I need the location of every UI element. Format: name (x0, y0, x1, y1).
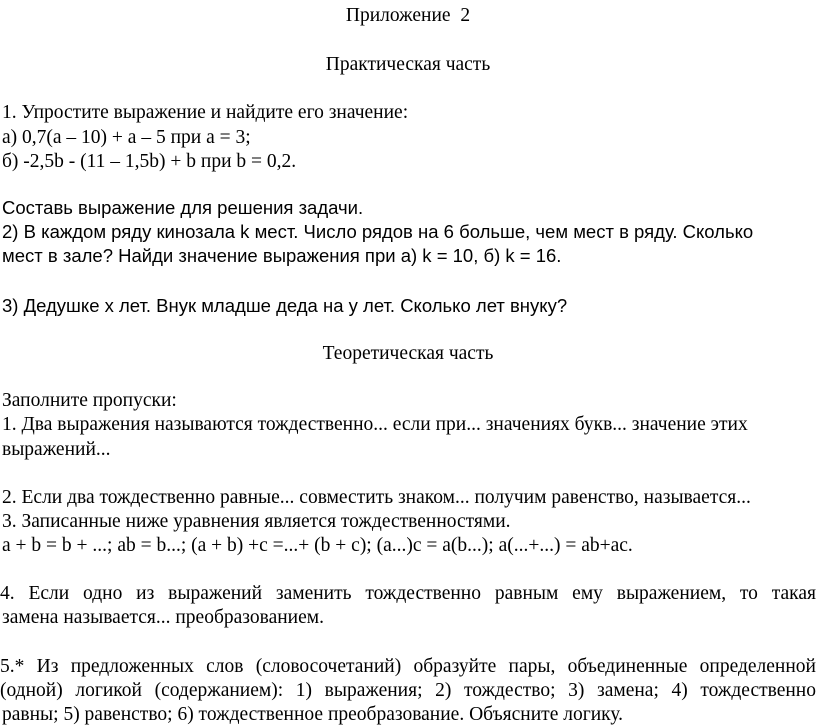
task1-prompt: 1. Упростите выражение и найдите его значение: (2, 102, 409, 123)
theory-item3: 3. Записанные ниже уравнения является тождественностями. (2, 511, 511, 532)
task3: 3) Дедушке х лет. Внук младше деда на у лет. Сколько лет внуку? (2, 295, 568, 316)
fill-prompt: Заполните пропуски: (2, 390, 177, 411)
theory-section-title: Теоретическая часть (322, 343, 494, 364)
theory-item4-line2: замена называется... преобразованием. (2, 607, 324, 628)
task1-a: а) 0,7(а – 10) + а – 5 при а = 3; (2, 127, 251, 148)
task2-line1: 2) В каждом ряду кинозала k мест. Число рядов на 6 больше, чем мест в ряду. Сколько (2, 221, 754, 242)
theory-item4-line1: 4. Если одно из выражений заменить тождественно равным ему выражением, то такая (0, 583, 816, 604)
compose-prompt: Составь выражение для решения задачи. (2, 197, 364, 218)
appendix-label: Приложение 2 (345, 5, 471, 26)
theory-item3-equations: а + b = b + ...; ab = b...; (a + b) +c =...+ (b + c); (a...)c = a(b...); a(...+...) = ab+ac. (2, 535, 633, 556)
theory-item1-line1: 1. Два выражения называются тождественно... если при... значениях букв... значение этих (2, 414, 748, 435)
task2-line2: мест в зале? Найди значение выражения при а) k = 10, б) k = 16. (2, 245, 562, 266)
theory-item5-line2: (одной) логикой (содержанием): 1) выражения; 2) тождество; 3) замена; 4) тождественно (0, 680, 816, 701)
theory-item5-line3: равны; 5) равенство; 6) тождественное преобразование. Объясните логику. (2, 704, 624, 725)
theory-item2: 2. Если два тождественно равные... совместить знаком... получим равенство, называется... (2, 487, 751, 508)
task1-b: б) -2,5b - (11 – 1,5b) + b при b = 0,2. (2, 151, 297, 172)
theory-item1-line2: выражений... (2, 439, 111, 460)
theory-item5-line1: 5.* Из предложенных слов (словосочетаний) образуйте пары, объединенные определенной (0, 656, 816, 677)
practical-section-title: Практическая часть (325, 54, 491, 75)
